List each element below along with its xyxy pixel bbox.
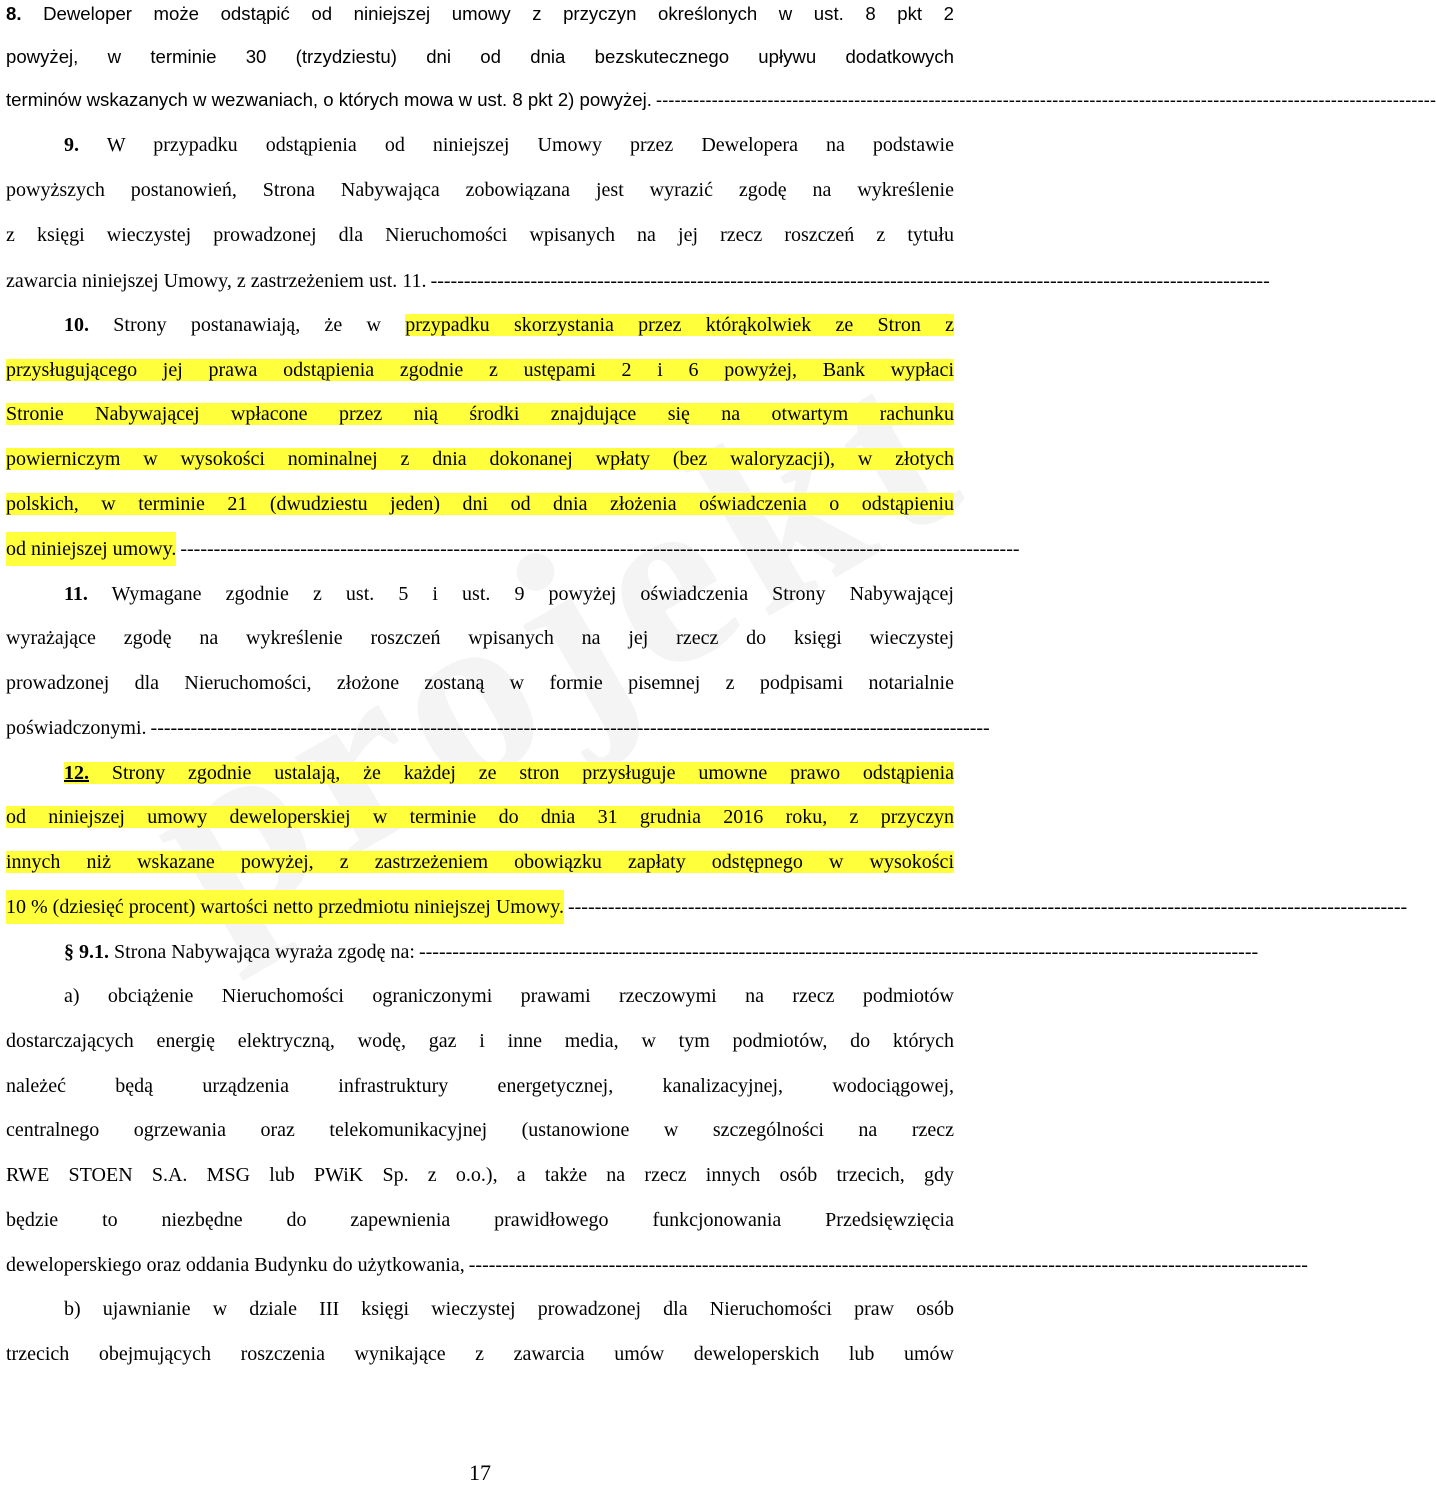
- highlight: przypadku skorzystania przez którąkolwiek ze Stron z: [405, 314, 954, 336]
- item-a-line-2: dostarczających energię elektryczną, wodę, gaz i inne media, w tym podmiotów, do których: [6, 1030, 954, 1052]
- item-a-line-3: należeć będą urządzenia infrastruktury energetycznej, kanalizacyjnej, wodociągowej,: [6, 1075, 954, 1097]
- para-11-line-2: wyrażające zgodę na wykreślenie roszczeń wpisanych na jej rzecz do księgi wieczystej: [6, 627, 954, 649]
- para-9-line-3: z księgi wieczystej prowadzonej dla Nieruchomości wpisanych na jej rzecz roszczeń z tytułu: [6, 224, 954, 246]
- page-number: 17: [469, 1460, 491, 1485]
- para-9-line-1: 9. W przypadku odstąpienia od niniejszej Umowy przez Dewelopera na podstawie: [64, 134, 954, 156]
- para-11-line-4: poświadczonymi. ------------------------------------------------------------------------------------------------------------------------------: [6, 717, 990, 739]
- para-9-line-2: powyższych postanowień, Strona Nabywająca zobowiązana jest wyrazić zgodę na wykreślenie: [6, 179, 954, 201]
- para-10-line-4: powierniczym w wysokości nominalnej z dnia dokonanej wpłaty (bez waloryzacji), w złotych: [6, 448, 954, 470]
- para-10-line-3: Stronie Nabywającej wpłacone przez nią środki znajdujące się na otwartym rachunku: [6, 403, 954, 425]
- section-9-1-heading: § 9.1. Strona Nabywająca wyraża zgodę na: ------------------------------------------------------------------------------------------------------------------------------: [64, 941, 1259, 963]
- para-10-line-6: od niniejszej umowy. ------------------------------------------------------------------------------------------------------------------------------: [6, 532, 954, 566]
- item-a-line-6: będzie to niezbędne do zapewnienia prawidłowego funkcjonowania Przedsięwzięcia: [6, 1209, 954, 1231]
- para-12-line-3: innych niż wskazane powyżej, z zastrzeżeniem obowiązku zapłaty odstępnego w wysokości: [6, 851, 954, 873]
- para-10-line-1: 10. Strony postanawiają, że w przypadku skorzystania przez którąkolwiek ze Stron z: [64, 314, 954, 336]
- para-11-line-3: prowadzonej dla Nieruchomości, złożone zostaną w formie pisemnej z podpisami notarialnie: [6, 672, 954, 694]
- para-12-line-2: od niniejszej umowy deweloperskiej w terminie do dnia 31 grudnia 2016 roku, z przyczyn: [6, 806, 954, 828]
- item-b-line-2: trzecich obejmujących roszczenia wynikające z zawarcia umów deweloperskich lub umów: [6, 1343, 954, 1365]
- para-8-line-3: terminów wskazanych w wezwaniach, o których mowa w ust. 8 pkt 2) powyżej. ------------------------------------------------------------------------------------------------------------------------------: [6, 89, 1436, 110]
- item-a-line-4: centralnego ogrzewania oraz telekomunikacyjnej (ustanowione w szczególności na rzecz: [6, 1119, 954, 1141]
- item-a-line-1: a) obciążenie Nieruchomości ograniczonymi prawami rzeczowymi na rzecz podmiotów: [64, 985, 954, 1007]
- para-10-line-5: polskich, w terminie 21 (dwudziestu jeden) dni od dnia złożenia oświadczenia o odstąpieniu: [6, 493, 954, 515]
- para-8-line-1: 8. Deweloper może odstąpić od niniejszej umowy z przyczyn określonych w ust. 8 pkt 2: [6, 3, 954, 24]
- para-12-line-4: 10 % (dziesięć procent) wartości netto przedmiotu niniejszej Umowy. ------------------------------------------------------------------------------------------------------------------------------: [6, 890, 954, 924]
- para-9-line-4: zawarcia niniejszej Umowy, z zastrzeżeniem ust. 11. ------------------------------------------------------------------------------------------------------------------------------: [6, 270, 1270, 292]
- para-11-line-1: 11. Wymagane zgodnie z ust. 5 i ust. 9 powyżej oświadczenia Strony Nabywającej: [64, 583, 954, 605]
- item-b-line-1: b) ujawnianie w dziale III księgi wieczystej prowadzonej dla Nieruchomości praw osób: [64, 1298, 954, 1320]
- para-10-line-2: przysługującego jej prawa odstąpienia zgodnie z ustępami 2 i 6 powyżej, Bank wypłaci: [6, 359, 954, 381]
- item-a-line-7: deweloperskiego oraz oddania Budynku do użytkowania, ------------------------------------------------------------------------------------------------------------------------------: [6, 1254, 1308, 1276]
- item-a-line-5: RWE STOEN S.A. MSG lub PWiK Sp. z o.o.), a także na rzecz innych osób trzecich, gdy: [6, 1164, 954, 1186]
- para-8-line-2: powyżej, w terminie 30 (trzydziestu) dni od dnia bezskutecznego upływu dodatkowych: [6, 46, 954, 67]
- para-12-line-1: 12. Strony zgodnie ustalają, że każdej ze stron przysługuje umowne prawo odstąpienia: [64, 762, 955, 784]
